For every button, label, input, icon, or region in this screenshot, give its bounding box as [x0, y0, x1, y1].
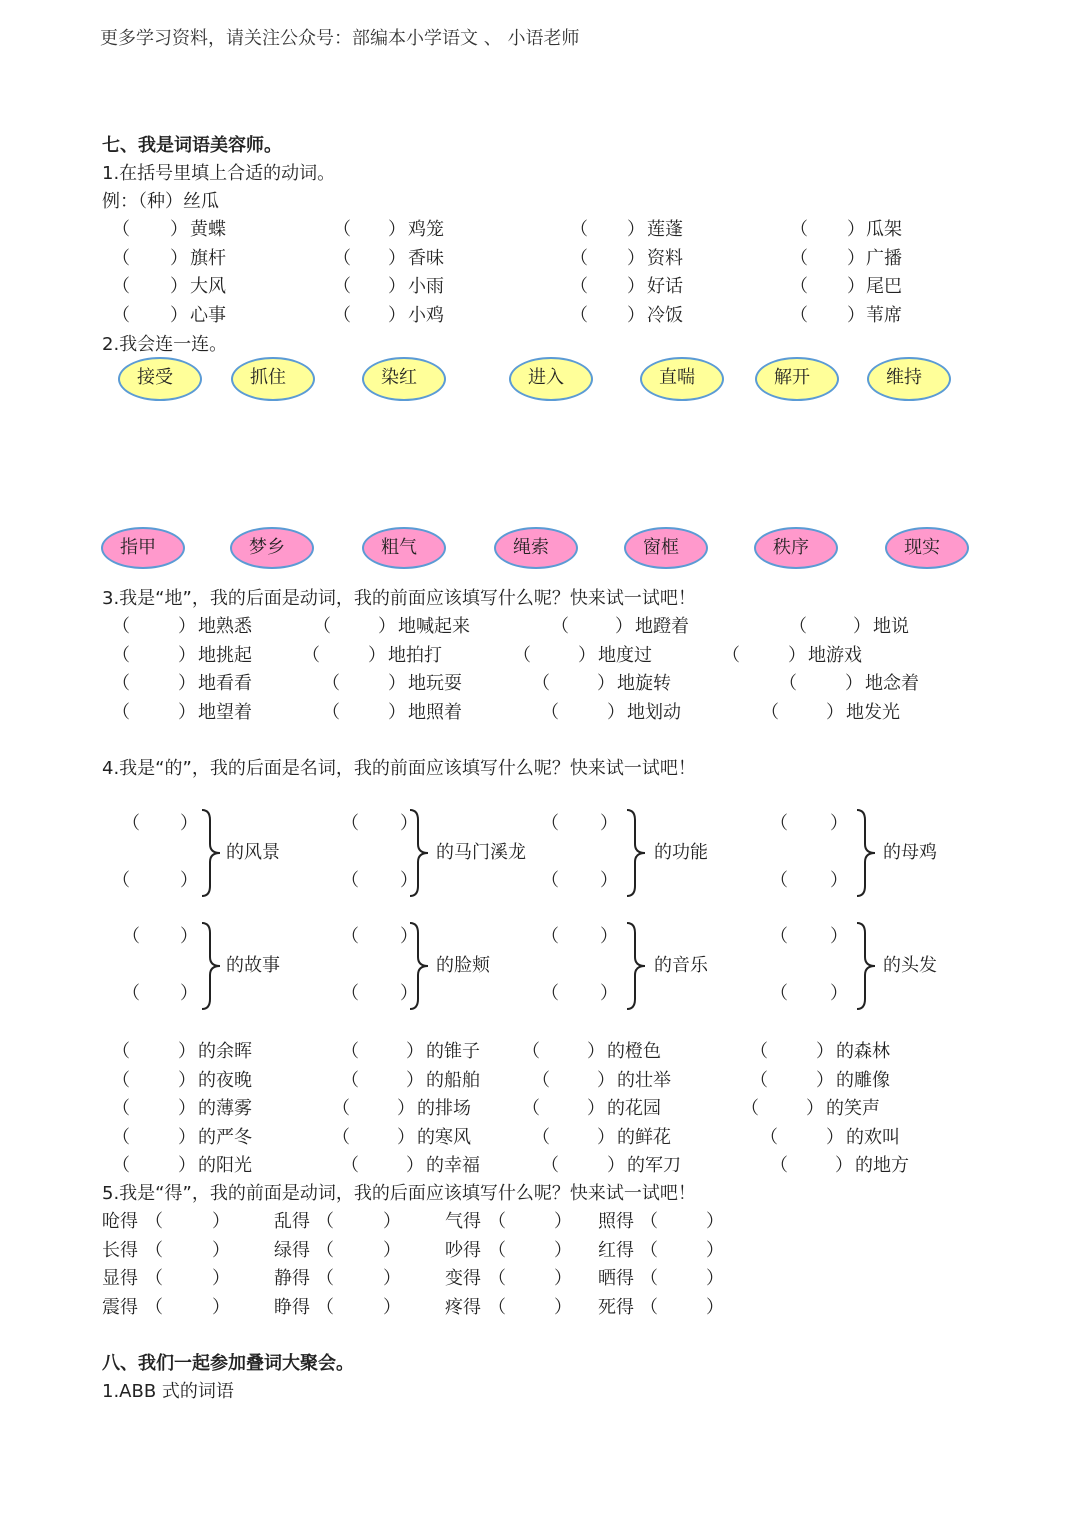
- q4-word: 的橙色: [607, 1041, 661, 1062]
- right-paren: ）: [170, 219, 188, 240]
- right-paren: ）: [170, 247, 188, 269]
- left-paren: （: [145, 1239, 163, 1261]
- q4-word: 的欢叫: [846, 1126, 900, 1148]
- right-paren: ）: [706, 1239, 724, 1261]
- q3-word: 地说: [873, 616, 909, 637]
- left-paren: （: [112, 1069, 130, 1091]
- q4-group-word: 的脸颊: [436, 955, 490, 976]
- left-paren: （: [112, 247, 130, 269]
- right-paren: ）: [378, 616, 396, 637]
- oval-label: 窗框: [643, 537, 679, 558]
- oval-label: 进入: [528, 367, 564, 388]
- left-paren: （: [570, 304, 588, 326]
- right-paren: ）: [170, 276, 188, 297]
- right-paren: ）: [597, 1126, 615, 1148]
- right-paren: ）: [607, 701, 625, 723]
- q1-word: 黄蝶: [190, 219, 226, 240]
- q1-title: 1.在括号里填上合适的动词。: [102, 163, 336, 184]
- q3-word: 地喊起来: [398, 616, 470, 637]
- left-paren: （: [770, 983, 788, 1004]
- left-paren: （: [112, 219, 130, 240]
- oval-bottom-2[interactable]: [362, 527, 446, 569]
- q4-word: 的夜晚: [198, 1069, 252, 1091]
- left-paren: （: [741, 1098, 759, 1119]
- left-paren: （: [770, 926, 788, 947]
- oval-label: 抓住: [250, 367, 286, 388]
- q4-group-word: 的马门溪龙: [436, 842, 526, 863]
- q2-title: 2.我会连一连。: [102, 334, 228, 355]
- q3-word: 地蹬着: [635, 616, 689, 637]
- oval-label: 秩序: [773, 537, 809, 558]
- right-paren: ）: [835, 1155, 853, 1176]
- left-paren: （: [750, 1069, 768, 1091]
- oval-top-2[interactable]: [362, 357, 446, 401]
- left-paren: （: [333, 219, 351, 240]
- oval-bottom-6[interactable]: [885, 527, 969, 569]
- right-paren: ）: [400, 926, 418, 947]
- q1-word: 好话: [647, 276, 683, 297]
- right-paren: ）: [627, 276, 645, 297]
- left-paren: （: [112, 1041, 130, 1062]
- right-paren: ）: [578, 644, 596, 666]
- right-paren: ）: [847, 247, 865, 269]
- right-paren: ）: [397, 1098, 415, 1119]
- left-paren: （: [313, 616, 331, 637]
- q3-word: 地念着: [865, 673, 919, 694]
- q4-word: 的余晖: [198, 1041, 252, 1062]
- right-paren: ）: [178, 644, 196, 666]
- q4-word: 的阳光: [198, 1155, 252, 1176]
- left-paren: （: [789, 616, 807, 637]
- right-paren: ）: [178, 616, 196, 637]
- oval-bottom-4[interactable]: [624, 527, 708, 569]
- left-paren: （: [112, 1098, 130, 1119]
- q1-word: 心事: [190, 304, 226, 326]
- left-paren: （: [551, 616, 569, 637]
- q4-group-word: 的头发: [883, 955, 937, 976]
- left-paren: （: [145, 1296, 163, 1318]
- q1-word: 小鸡: [408, 304, 444, 326]
- left-paren: （: [761, 701, 779, 723]
- right-paren: ）: [212, 1211, 230, 1232]
- q4-word: 的军刀: [627, 1155, 681, 1176]
- left-paren: （: [122, 983, 140, 1004]
- q4-title: 4.我是“的”，我的后面是名词，我的前面应该填写什么呢？快来试一试吧！: [102, 758, 696, 779]
- right-paren: ）: [180, 813, 198, 834]
- right-paren: ）: [600, 926, 618, 947]
- right-paren: ）: [587, 1098, 605, 1119]
- left-paren: （: [145, 1211, 163, 1232]
- right-paren: ）: [388, 276, 406, 297]
- right-paren: ）: [788, 644, 806, 666]
- right-paren: ）: [847, 276, 865, 297]
- q5-word: 死得: [598, 1296, 634, 1318]
- right-paren: ）: [806, 1098, 824, 1119]
- left-paren: （: [341, 1155, 359, 1176]
- section8-q1-title: 1.ABB 式的词语: [102, 1381, 234, 1402]
- left-paren: （: [316, 1211, 334, 1232]
- right-paren: ）: [600, 870, 618, 891]
- left-paren: （: [333, 247, 351, 269]
- left-paren: （: [341, 813, 359, 834]
- q4-word: 的鲜花: [617, 1126, 671, 1148]
- left-paren: （: [341, 926, 359, 947]
- right-paren: ）: [816, 1041, 834, 1062]
- right-paren: ）: [554, 1239, 572, 1261]
- q1-example: 例：（种）丝瓜: [102, 191, 219, 212]
- left-paren: （: [112, 870, 130, 891]
- page-header: 更多学习资料，请关注公众号：部编本小学语文 、 小语老师: [100, 28, 580, 49]
- q5-word: 乱得: [274, 1211, 310, 1232]
- right-paren: ）: [706, 1211, 724, 1232]
- q4-group-word: 的音乐: [654, 955, 708, 976]
- right-paren: ）: [388, 673, 406, 694]
- right-paren: ）: [397, 1126, 415, 1148]
- oval-label: 粗气: [381, 537, 417, 558]
- left-paren: （: [532, 1126, 550, 1148]
- right-paren: ）: [706, 1268, 724, 1289]
- left-paren: （: [770, 1155, 788, 1176]
- right-paren: ）: [627, 304, 645, 326]
- left-paren: （: [522, 1098, 540, 1119]
- q4-word: 的壮举: [617, 1069, 671, 1091]
- left-paren: （: [112, 304, 130, 326]
- q3-title: 3.我是“地”，我的后面是动词，我的前面应该填写什么呢？快来试一试吧！: [102, 588, 696, 609]
- oval-top-4[interactable]: [640, 357, 724, 401]
- q1-word: 莲蓬: [647, 219, 683, 240]
- left-paren: （: [145, 1268, 163, 1289]
- oval-label: 解开: [774, 367, 810, 388]
- right-paren: ）: [587, 1041, 605, 1062]
- oval-label: 接受: [137, 367, 173, 388]
- q5-word: 震得: [102, 1296, 138, 1318]
- q1-word: 广播: [866, 247, 902, 269]
- left-paren: （: [488, 1239, 506, 1261]
- left-paren: （: [770, 870, 788, 891]
- left-paren: （: [541, 701, 559, 723]
- left-paren: （: [770, 813, 788, 834]
- q3-word: 地玩耍: [408, 673, 462, 694]
- q3-word: 地度过: [598, 644, 652, 666]
- oval-bottom-3[interactable]: [494, 527, 578, 569]
- left-paren: （: [316, 1296, 334, 1318]
- q1-word: 苇席: [866, 304, 902, 326]
- right-paren: ）: [178, 1041, 196, 1062]
- q1-word: 冷饭: [647, 304, 683, 326]
- left-paren: （: [541, 1155, 559, 1176]
- right-paren: ）: [388, 304, 406, 326]
- oval-label: 直喘: [659, 367, 695, 388]
- q3-word: 地旋转: [617, 673, 671, 694]
- right-paren: ）: [706, 1296, 724, 1318]
- oval-label: 现实: [904, 537, 940, 558]
- left-paren: （: [341, 1069, 359, 1091]
- q4-word: 的笑声: [826, 1098, 880, 1119]
- right-paren: ）: [615, 616, 633, 637]
- q3-word: 地游戏: [808, 644, 862, 666]
- q1-word: 尾巴: [866, 276, 902, 297]
- left-paren: （: [332, 1126, 350, 1148]
- q4-word: 的船舶: [426, 1069, 480, 1091]
- left-paren: （: [760, 1126, 778, 1148]
- q4-group-word: 的母鸡: [883, 842, 937, 863]
- right-paren: ）: [368, 644, 386, 666]
- right-paren: ）: [853, 616, 871, 637]
- left-paren: （: [513, 644, 531, 666]
- right-paren: ）: [400, 813, 418, 834]
- right-paren: ）: [212, 1239, 230, 1261]
- left-paren: （: [570, 219, 588, 240]
- left-paren: （: [640, 1268, 658, 1289]
- left-paren: （: [532, 1069, 550, 1091]
- q5-word: 睁得: [274, 1296, 310, 1318]
- q3-word: 地熟悉: [198, 616, 252, 637]
- left-paren: （: [332, 1098, 350, 1119]
- right-paren: ）: [554, 1268, 572, 1289]
- left-paren: （: [640, 1296, 658, 1318]
- right-paren: ）: [600, 813, 618, 834]
- right-paren: ）: [212, 1268, 230, 1289]
- left-paren: （: [541, 983, 559, 1004]
- q4-word: 的地方: [855, 1155, 909, 1176]
- right-paren: ）: [178, 673, 196, 694]
- q3-word: 地划动: [627, 701, 681, 723]
- q4-word: 的森林: [836, 1041, 890, 1062]
- left-paren: （: [302, 644, 320, 666]
- q4-word: 的锥子: [426, 1041, 480, 1062]
- right-paren: ）: [847, 304, 865, 326]
- oval-bottom-0[interactable]: [101, 527, 185, 569]
- left-paren: （: [532, 673, 550, 694]
- left-paren: （: [722, 644, 740, 666]
- left-paren: （: [750, 1041, 768, 1062]
- right-paren: ）: [383, 1296, 401, 1318]
- right-paren: ）: [388, 219, 406, 240]
- section7-title: 七、我是词语美容师。: [102, 135, 282, 156]
- oval-label: 维持: [886, 367, 922, 388]
- right-paren: ）: [180, 983, 198, 1004]
- right-paren: ）: [388, 701, 406, 723]
- oval-label: 梦乡: [249, 537, 285, 558]
- left-paren: （: [122, 926, 140, 947]
- left-paren: （: [522, 1041, 540, 1062]
- left-paren: （: [790, 219, 808, 240]
- right-paren: ）: [627, 247, 645, 269]
- right-paren: ）: [383, 1239, 401, 1261]
- right-paren: ）: [597, 673, 615, 694]
- q3-word: 地看看: [198, 673, 252, 694]
- left-paren: （: [333, 304, 351, 326]
- q5-word: 吵得: [445, 1239, 481, 1261]
- right-paren: ）: [178, 701, 196, 723]
- q1-word: 资料: [647, 247, 683, 269]
- left-paren: （: [322, 673, 340, 694]
- oval-bottom-1[interactable]: [230, 527, 314, 569]
- q1-word: 旗杆: [190, 247, 226, 269]
- left-paren: （: [112, 1155, 130, 1176]
- q5-word: 静得: [274, 1268, 310, 1289]
- oval-top-0[interactable]: [118, 357, 202, 401]
- left-paren: （: [790, 304, 808, 326]
- right-paren: ）: [383, 1211, 401, 1232]
- oval-bottom-5[interactable]: [754, 527, 838, 569]
- left-paren: （: [640, 1239, 658, 1261]
- q5-word: 变得: [445, 1268, 481, 1289]
- oval-label: 指甲: [120, 537, 156, 558]
- left-paren: （: [112, 1126, 130, 1148]
- right-paren: ）: [178, 1155, 196, 1176]
- right-paren: ）: [830, 813, 848, 834]
- left-paren: （: [112, 644, 130, 666]
- q5-word: 气得: [445, 1211, 481, 1232]
- left-paren: （: [779, 673, 797, 694]
- q4-word: 的严冬: [198, 1126, 252, 1148]
- right-paren: ）: [388, 247, 406, 269]
- q5-word: 长得: [102, 1239, 138, 1261]
- right-paren: ）: [627, 219, 645, 240]
- q4-word: 的排场: [417, 1098, 471, 1119]
- q3-word: 地发光: [846, 701, 900, 723]
- oval-top-6[interactable]: [867, 357, 951, 401]
- q3-word: 地照着: [408, 701, 462, 723]
- right-paren: ）: [383, 1268, 401, 1289]
- oval-top-5[interactable]: [755, 357, 839, 401]
- oval-top-1[interactable]: [231, 357, 315, 401]
- right-paren: ）: [600, 983, 618, 1004]
- q5-word: 晒得: [598, 1268, 634, 1289]
- right-paren: ）: [826, 1126, 844, 1148]
- right-paren: ）: [406, 1041, 424, 1062]
- right-paren: ）: [180, 870, 198, 891]
- left-paren: （: [112, 276, 130, 297]
- oval-label: 染红: [381, 367, 417, 388]
- q4-word: 的薄雾: [198, 1098, 252, 1119]
- left-paren: （: [570, 276, 588, 297]
- right-paren: ）: [178, 1098, 196, 1119]
- q3-word: 地挑起: [198, 644, 252, 666]
- left-paren: （: [541, 813, 559, 834]
- left-paren: （: [541, 870, 559, 891]
- q4-word: 的雕像: [836, 1069, 890, 1091]
- left-paren: （: [341, 870, 359, 891]
- q3-word: 地望着: [198, 701, 252, 723]
- left-paren: （: [341, 1041, 359, 1062]
- right-paren: ）: [816, 1069, 834, 1091]
- q1-word: 鸡笼: [408, 219, 444, 240]
- q1-word: 小雨: [408, 276, 444, 297]
- section8-title: 八、我们一起参加叠词大聚会。: [102, 1353, 354, 1374]
- q5-word: 显得: [102, 1268, 138, 1289]
- right-paren: ）: [597, 1069, 615, 1091]
- left-paren: （: [112, 701, 130, 723]
- oval-label: 绳索: [513, 537, 549, 558]
- right-paren: ）: [406, 1069, 424, 1091]
- q5-word: 疼得: [445, 1296, 481, 1318]
- right-paren: ）: [406, 1155, 424, 1176]
- q4-word: 的幸福: [426, 1155, 480, 1176]
- q1-word: 香味: [408, 247, 444, 269]
- right-paren: ）: [180, 926, 198, 947]
- left-paren: （: [122, 813, 140, 834]
- left-paren: （: [316, 1239, 334, 1261]
- q5-word: 呛得: [102, 1211, 138, 1232]
- left-paren: （: [488, 1211, 506, 1232]
- q4-group-word: 的功能: [654, 842, 708, 863]
- left-paren: （: [322, 701, 340, 723]
- left-paren: （: [790, 247, 808, 269]
- right-paren: ）: [554, 1211, 572, 1232]
- left-paren: （: [333, 276, 351, 297]
- right-paren: ）: [178, 1069, 196, 1091]
- right-paren: ）: [830, 983, 848, 1004]
- q1-word: 大风: [190, 276, 226, 297]
- q5-title: 5.我是“得”，我的前面是动词，我的后面应该填写什么呢？快来试一试吧！: [102, 1183, 696, 1204]
- right-paren: ）: [400, 870, 418, 891]
- left-paren: （: [541, 926, 559, 947]
- left-paren: （: [488, 1296, 506, 1318]
- right-paren: ）: [170, 304, 188, 326]
- q3-word: 地拍打: [388, 644, 442, 666]
- q1-word: 瓜架: [866, 219, 902, 240]
- q4-word: 的寒风: [417, 1126, 471, 1148]
- q4-group-word: 的风景: [226, 842, 280, 863]
- right-paren: ）: [400, 983, 418, 1004]
- left-paren: （: [488, 1268, 506, 1289]
- right-paren: ）: [847, 219, 865, 240]
- q5-word: 红得: [598, 1239, 634, 1261]
- left-paren: （: [112, 616, 130, 637]
- right-paren: ）: [554, 1296, 572, 1318]
- left-paren: （: [790, 276, 808, 297]
- right-paren: ）: [607, 1155, 625, 1176]
- right-paren: ）: [178, 1126, 196, 1148]
- right-paren: ）: [826, 701, 844, 723]
- left-paren: （: [316, 1268, 334, 1289]
- left-paren: （: [112, 673, 130, 694]
- q5-word: 绿得: [274, 1239, 310, 1261]
- right-paren: ）: [845, 673, 863, 694]
- right-paren: ）: [830, 870, 848, 891]
- left-paren: （: [640, 1211, 658, 1232]
- q5-word: 照得: [598, 1211, 634, 1232]
- left-paren: （: [341, 983, 359, 1004]
- q4-group-word: 的故事: [226, 955, 280, 976]
- right-paren: ）: [212, 1296, 230, 1318]
- left-paren: （: [570, 247, 588, 269]
- q4-word: 的花园: [607, 1098, 661, 1119]
- right-paren: ）: [830, 926, 848, 947]
- oval-top-3[interactable]: [509, 357, 593, 401]
